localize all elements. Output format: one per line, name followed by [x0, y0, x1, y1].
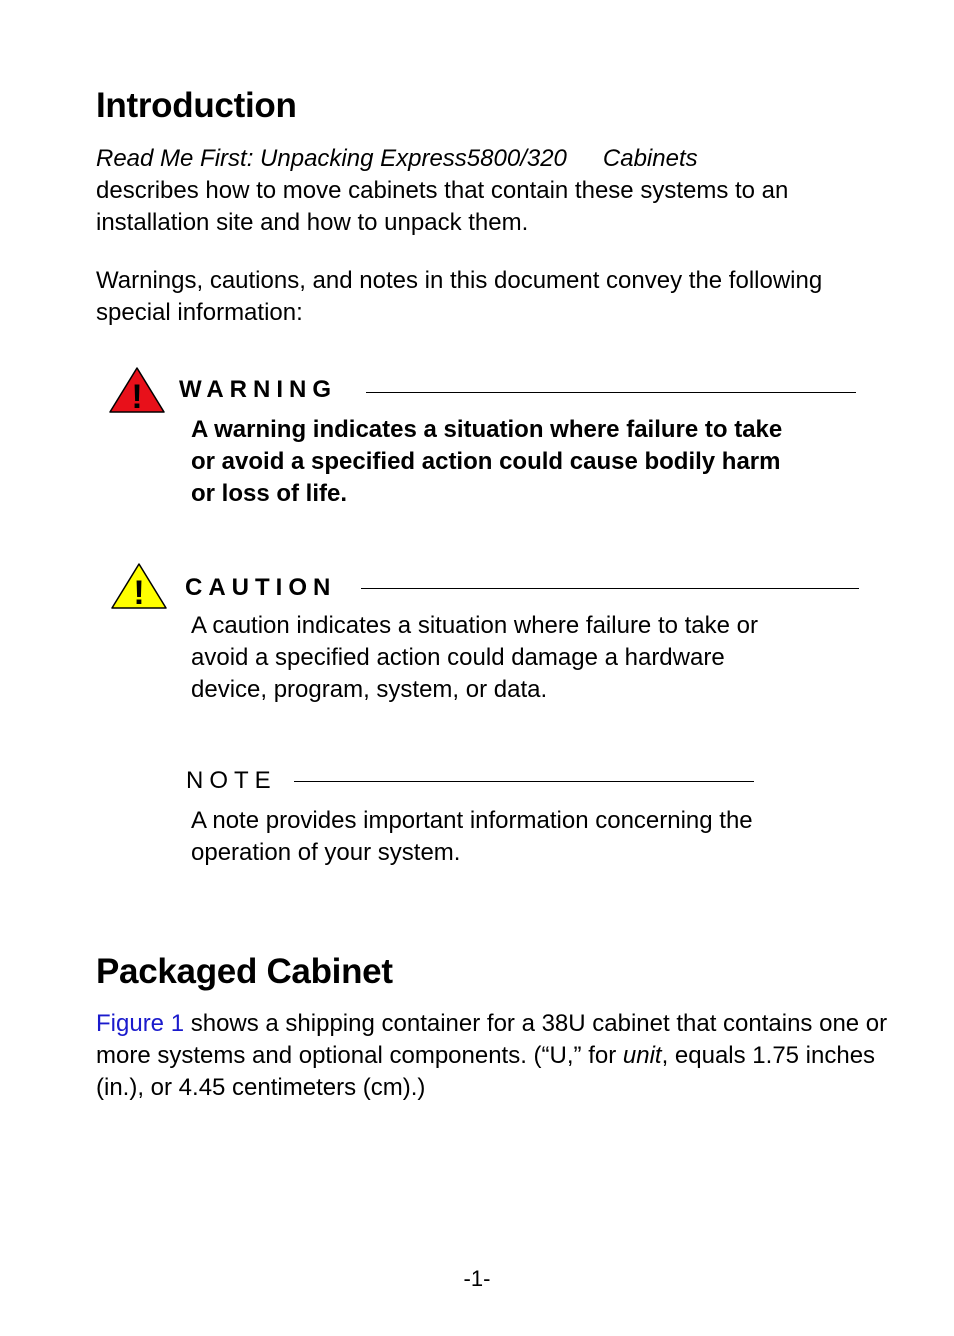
section-title-packaged-cabinet: Packaged Cabinet — [96, 952, 393, 991]
packaged-cabinet-text-b: , equals 1.75 inches (in.), or 4.45 centimeters (cm).) — [96, 1042, 876, 1101]
warning-label: WARNING — [179, 376, 337, 403]
note-label: NOTE — [186, 767, 277, 794]
warning-text: A warning indicates a situation where failure to take or avoid a specified action could cause bodily harm or loss of life. — [191, 416, 783, 507]
intro-paragraph-2: Warnings, cautions, and notes in this document convey the following special information: — [96, 267, 823, 326]
caution-rule — [361, 588, 859, 589]
intro-paragraph-1 — [96, 143, 886, 239]
note-text: A note provides important information concerning the operation of your system. — [191, 807, 753, 866]
svg-text:!: ! — [133, 574, 145, 610]
caution-label: CAUTION — [185, 574, 337, 601]
packaged-cabinet-paragraph — [96, 1008, 896, 1104]
intro-paragraph-1-text: describes how to move cabinets that contain these systems to an installation site and how to unpack them. — [96, 177, 789, 236]
warning-rule — [366, 392, 856, 393]
document-title-part-2: Cabinets — [602, 145, 698, 172]
page-number: -1- — [463, 1266, 491, 1291]
svg-text:!: ! — [131, 378, 143, 414]
warning-icon — [108, 366, 166, 414]
caution-icon — [110, 562, 168, 610]
note-rule — [294, 781, 754, 782]
caution-text: A caution indicates a situation where failure to take or avoid a specified action could damage a hardware device, program, system, or data. — [191, 612, 758, 703]
packaged-cabinet-text-a: shows a shipping container for a 38U cabinet that contains one or more systems and optional components. (“U,” for — [96, 1010, 888, 1069]
packaged-cabinet-unit-term: unit — [622, 1042, 662, 1069]
figure-1-link[interactable]: Figure 1 — [96, 1010, 185, 1037]
section-title-introduction: Introduction — [96, 86, 297, 125]
document-title-part-1: Read Me First: Unpacking Express5800/320 — [96, 145, 567, 172]
